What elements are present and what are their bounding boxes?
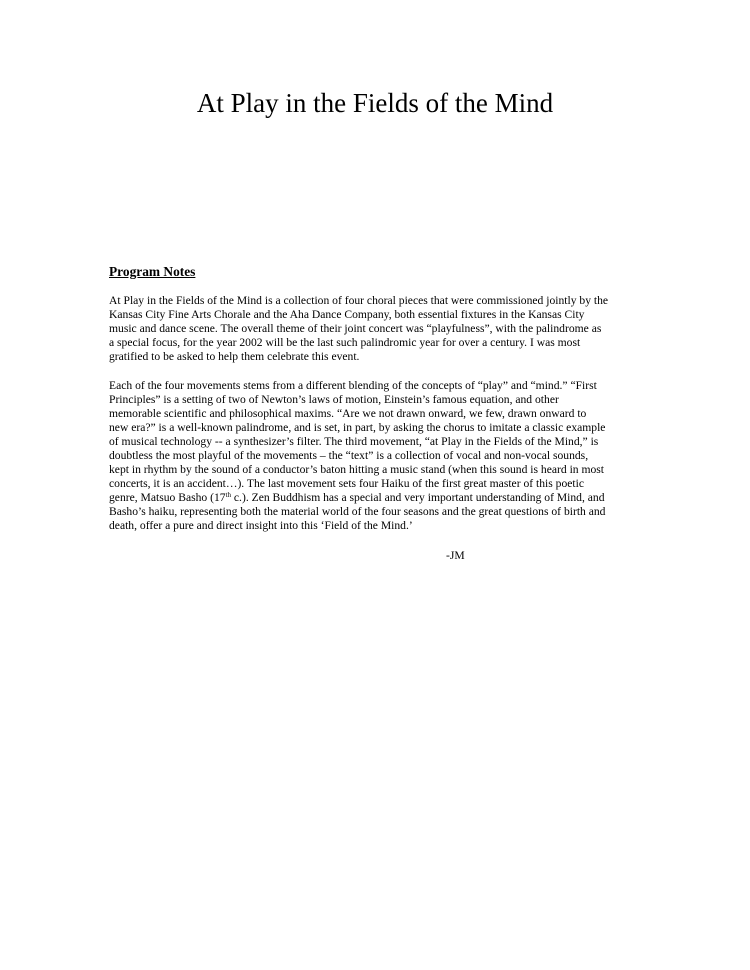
paragraph-intro	[109, 294, 649, 364]
document-title: At Play in the Fields of the Mind	[196, 88, 554, 118]
text-line: At Play in the Fields of the Mind is a collection of four choral pieces that were commissioned jointly by the	[109, 294, 609, 307]
text-line	[109, 491, 649, 505]
text-fragment: genre, Matsuo Basho (17	[109, 491, 226, 504]
text-line: concerts, it is an accident…). The last movement sets four Haiku of the first great master of this poetic	[109, 477, 584, 490]
text-line: gratified to be asked to help them celebrate this event.	[109, 350, 360, 363]
paragraph-movements	[109, 379, 649, 533]
text-line: kept in rhythm by the sound of a conductor’s baton hitting a music stand (when this sound is heard in most	[109, 463, 605, 476]
text-line: of musical technology -- a synthesizer’s filter. The third movement, “at Play in the Fields of the Mind,” is	[109, 435, 599, 448]
text-line: Each of the four movements stems from a different blending of the concepts of “play” and “mind.” “First	[109, 379, 597, 392]
text-fragment: c.). Zen Buddhism has a special and very important understanding of Mind, and	[231, 491, 605, 504]
text-line: memorable scientific and philosophical maxims. “Are we not drawn onward, we few, drawn onward to	[109, 407, 587, 420]
text-line: music and dance scene. The overall theme of their joint concert was “playfulness”, with the palindrome as	[109, 322, 602, 335]
section-heading: Program Notes	[109, 264, 196, 279]
text-line: Principles” is a setting of two of Newton’s laws of motion, Einstein’s famous equation, and other	[109, 393, 559, 406]
superscript: th	[225, 491, 232, 499]
text-line: Kansas City Fine Arts Chorale and the Aha Dance Company, both essential fixtures in the Kansas City	[109, 308, 585, 321]
text-line: a special focus, for the year 2002 will be the last such palindromic year for over a century. I was most	[109, 336, 581, 349]
signature: -JM	[446, 549, 465, 562]
text-line: death, offer a pure and direct insight into this ‘Field of the Mind.’	[109, 519, 413, 532]
text-line: new era?” is a well-known palindrome, and is set, in part, by asking the chorus to imitate a classic example	[109, 421, 606, 434]
text-line: doubtless the most playful of the movements – the “text” is a collection of vocal and non-vocal sounds,	[109, 449, 589, 462]
text-line: Basho’s haiku, representing both the material world of the four seasons and the great questions of birth and	[109, 505, 606, 518]
